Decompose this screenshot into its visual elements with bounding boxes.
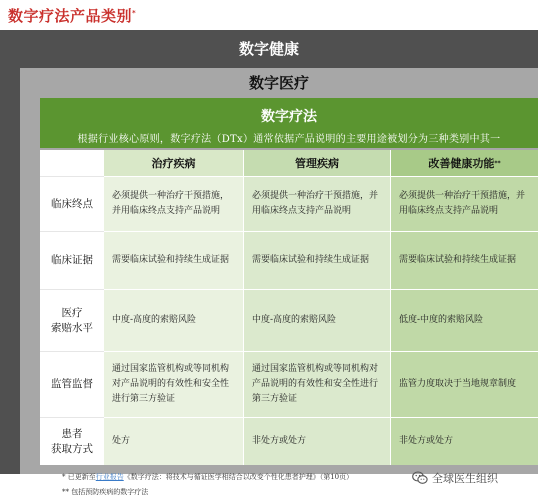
table-cell: 通过国家监管机构或等同机构对产品说明的有效性和安全性进行第三方验证 (244, 351, 390, 417)
table-cell: 非处方或处方 (391, 417, 538, 465)
digital-therapeutics-title: 数字疗法 (261, 109, 317, 125)
industry-report-link[interactable]: 行业报告 (95, 473, 124, 481)
footnote-source: * 已更新至行业报告《数字疗法：将技术与循证医学相结合以改变个性化患者护理》（第10页） (62, 473, 354, 481)
table-corner (40, 150, 104, 176)
table-cell: 低度-中度的索赔风险 (391, 289, 538, 351)
table-cell: 处方 (104, 417, 243, 465)
digital-medicine-title: 数字医疗 (248, 74, 309, 92)
table-cell: 监管力度取决于当地规章制度 (391, 351, 538, 417)
column-header-improve-health: 改善健康功能 ** (391, 150, 538, 176)
table-cell: 必须提供一种治疗干预措施，并用临床终点支持产品说明 (104, 176, 243, 231)
table-cell: 非处方或处方 (244, 417, 390, 465)
column-header-treat-disease: 治疗疾病 (104, 150, 243, 176)
table-cell: 中度-高度的索赔风险 (244, 289, 390, 351)
digital-therapeutics-subtitle: 根据行业核心原则，数字疗法（DTx）通常依据产品说明的主要用途被划分为三种类别中其一 (77, 134, 501, 145)
table-cell: 必须提供一种治疗干预措施，并用临床终点支持产品说明 (244, 176, 390, 231)
table-cell: 必须提供一种治疗干预措施，并用临床终点支持产品说明 (391, 176, 538, 231)
row-label-medical-claim-level: 医疗 索赔水平 (40, 289, 104, 351)
table-cell: 通过国家监管机构或等同机构对产品说明的有效性和安全性进行第三方验证 (104, 351, 243, 417)
wechat-icon (412, 471, 428, 485)
column-header-manage-disease: 管理疾病 (244, 150, 390, 176)
row-label-clinical-endpoint: 临床终点 (40, 176, 104, 231)
row-label-patient-access: 患者 获取方式 (40, 417, 104, 465)
watermark (412, 470, 498, 486)
table-cell: 需要临床试验和持续生成证据 (391, 231, 538, 289)
page-title: 数字疗法产品类别* (8, 7, 137, 25)
row-label-regulatory-oversight: 监管监督 (40, 351, 104, 417)
category-table (40, 150, 538, 465)
table-cell: 中度-高度的索赔风险 (104, 289, 243, 351)
watermark-text: 全球医生组织 (432, 472, 498, 485)
table-cell: 需要临床试验和持续生成证据 (244, 231, 390, 289)
table-cell: 需要临床试验和持续生成证据 (104, 231, 243, 289)
digital-health-title: 数字健康 (238, 40, 299, 58)
row-label-clinical-evidence: 临床证据 (40, 231, 104, 289)
footnote-prevention: ** 包括预防疾病的数字疗法 (62, 488, 149, 496)
